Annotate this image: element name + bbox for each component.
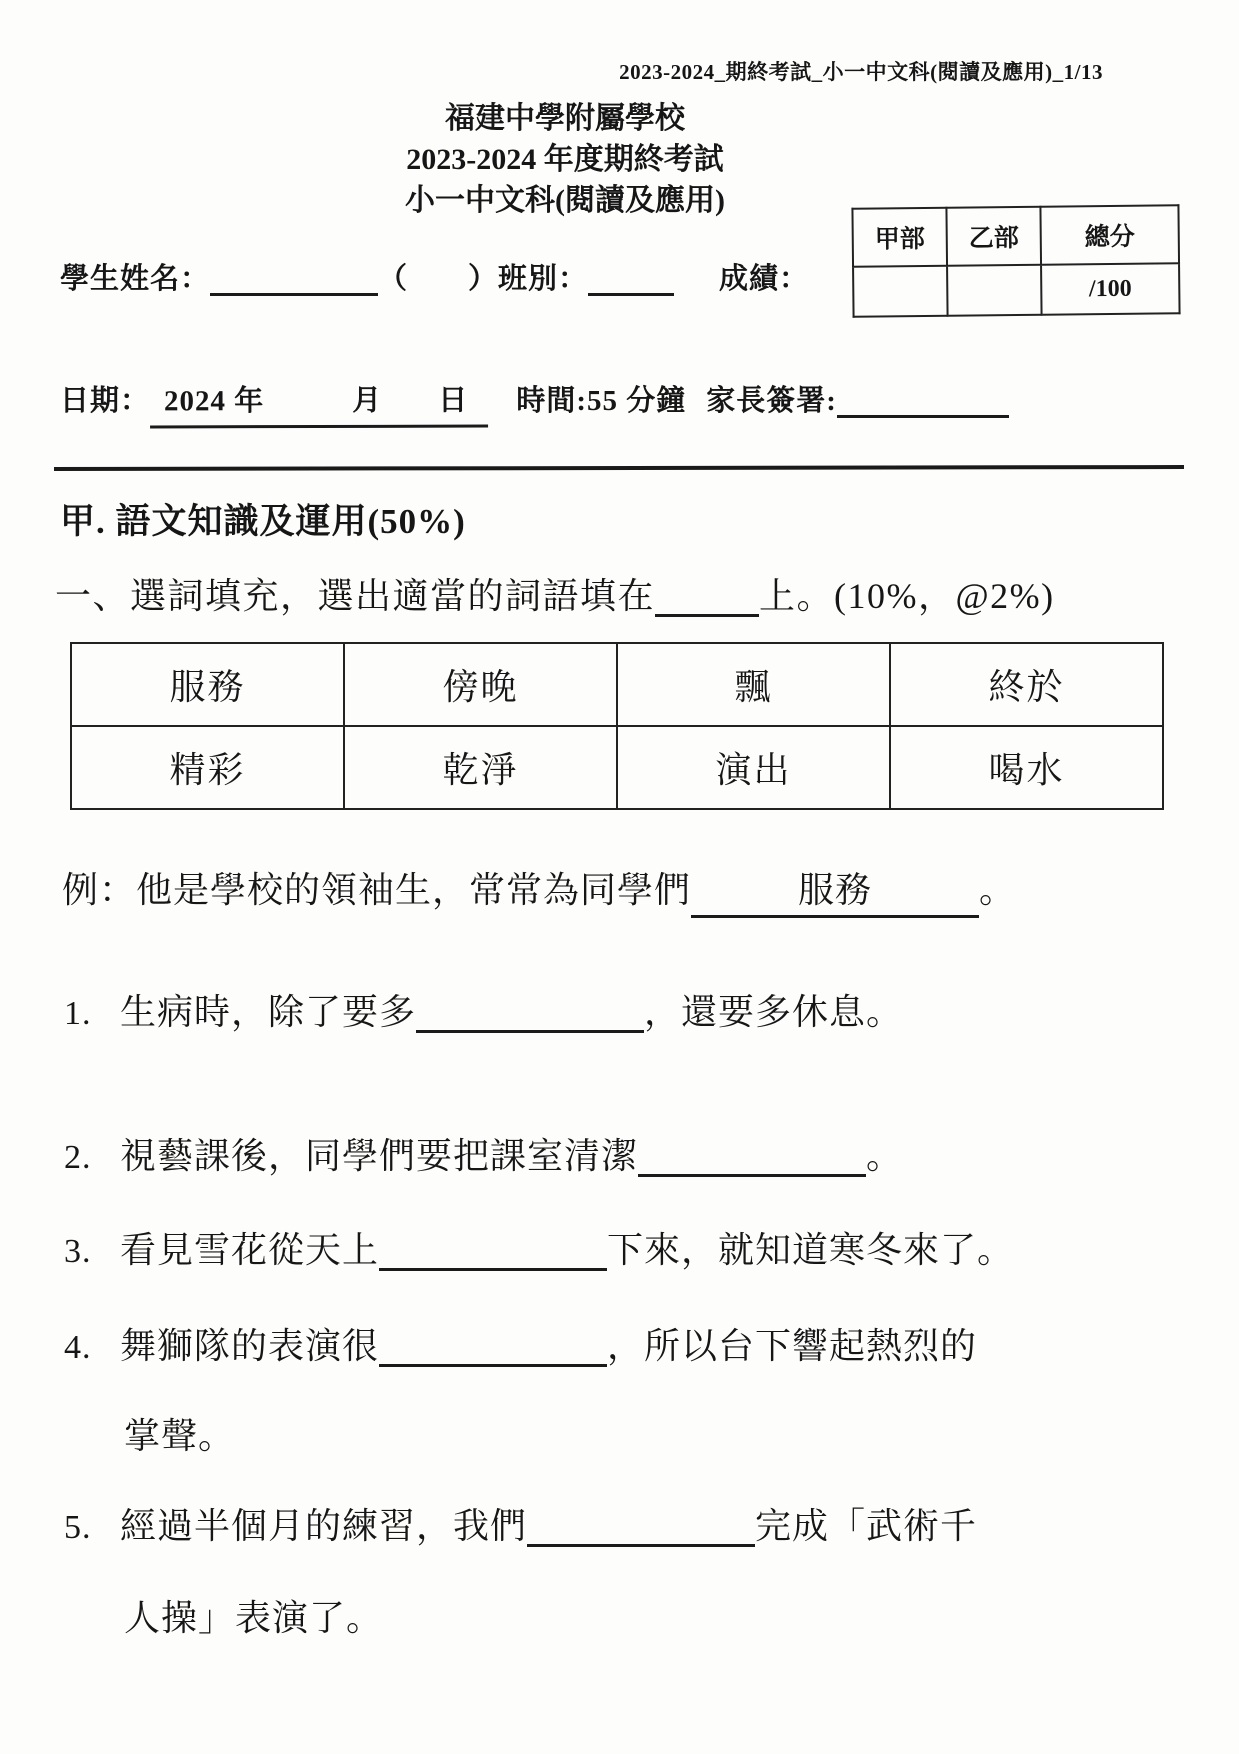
- example-answer-line: 服務: [691, 862, 979, 918]
- example-sentence: [62, 862, 1016, 918]
- question-5-pre: 經過半個月的練習，我們: [120, 1506, 528, 1546]
- question-4-number: 4.: [64, 1329, 92, 1366]
- question-3-blank: [379, 1230, 607, 1271]
- question-2-post: 。: [866, 1136, 904, 1176]
- word-bank-cell: 喝水: [890, 726, 1163, 809]
- question-3-number: 3.: [64, 1233, 92, 1270]
- word-bank-cell: 服務: [71, 643, 344, 726]
- section-a-heading: 甲. 語文知識及運用(50%): [60, 502, 466, 541]
- score-cell-total: /100: [1041, 263, 1180, 314]
- score-header-part-b: 乙部: [946, 207, 1041, 266]
- score-table: [851, 204, 1180, 317]
- word-bank-row: [71, 643, 1163, 726]
- date-year: 2024 年: [163, 385, 265, 418]
- time-label: 時間:55 分鐘: [516, 385, 687, 417]
- example-suffix: 。: [979, 870, 1017, 910]
- word-bank-cell: 傍晚: [344, 643, 617, 726]
- day-label: 日: [438, 384, 469, 417]
- question-3-pre: 看見雪花從天上: [120, 1230, 380, 1270]
- question-4-post: ，所以台下響起熱烈的: [607, 1326, 978, 1366]
- question-4-continuation: 掌聲。: [124, 1416, 236, 1456]
- word-bank-row: [71, 726, 1163, 809]
- score-cell-part-a: [853, 266, 948, 317]
- month-label: 月: [352, 384, 383, 417]
- question-2-pre: 視藝課後，同學們要把課室清潔: [120, 1136, 639, 1176]
- document-reference-header: 2023-2024_期終考試_小一中文科(閱讀及應用)_1/13: [619, 60, 1103, 84]
- score-header-part-a: 甲部: [852, 208, 947, 267]
- class-blank: [588, 263, 674, 296]
- score-header-total: 總分: [1040, 205, 1179, 264]
- score-label: 成績：: [719, 263, 810, 295]
- title-block: [0, 98, 1130, 221]
- question-1-blank: [416, 992, 644, 1033]
- section-divider-rule: [54, 465, 1184, 471]
- student-name-label: 學生姓名：: [60, 263, 211, 295]
- task1-instruction-post: 上。(10%，@2%): [759, 576, 1055, 616]
- question-5-number: 5.: [64, 1509, 92, 1546]
- question-5: [64, 1498, 977, 1549]
- parent-signature-label: 家長簽署:: [706, 385, 837, 417]
- question-1: [64, 984, 903, 1035]
- question-4: [64, 1318, 977, 1369]
- subject-title: 小一中文科(閱讀及應用): [405, 184, 725, 217]
- word-bank-cell: 精彩: [71, 726, 344, 809]
- date-label: 日期：: [60, 385, 151, 417]
- word-bank-table: [70, 642, 1164, 810]
- class-label: 班別：: [498, 263, 589, 295]
- date-row: [60, 378, 1009, 428]
- question-2-blank: [638, 1136, 866, 1177]
- word-bank-cell: 演出: [617, 726, 890, 809]
- question-1-pre: 生病時，除了要多: [120, 992, 417, 1032]
- question-1-number: 1.: [64, 995, 92, 1032]
- word-bank-cell: 乾淨: [344, 726, 617, 809]
- question-5-continuation: 人操」表演了。: [124, 1598, 384, 1638]
- question-2-number: 2.: [64, 1139, 92, 1176]
- question-4-blank: [379, 1326, 607, 1367]
- task1-instruction-pre: 一、選詞填充，選出適當的詞語填在: [55, 576, 656, 616]
- school-name: 福建中學附屬學校: [445, 102, 685, 135]
- example-prefix: 例：他是學校的領袖生，常常為同學們: [62, 870, 692, 910]
- task1-instruction-blank: [655, 576, 759, 617]
- task1-instruction: [55, 568, 1055, 619]
- question-5-post: 完成「武術千: [755, 1506, 978, 1546]
- question-3: [64, 1222, 1014, 1273]
- exam-title: 2023-2024 年度期終考試: [406, 143, 724, 176]
- word-bank-cell: 終於: [890, 643, 1163, 726]
- student-info-row: [60, 256, 809, 297]
- score-table-header-row: [852, 205, 1179, 266]
- student-name-blank: [210, 263, 378, 296]
- parent-signature-blank: [837, 385, 1009, 418]
- question-2: [64, 1128, 903, 1179]
- class-number-brackets: （ ）: [378, 263, 499, 295]
- word-bank-cell: 飄: [617, 643, 890, 726]
- score-cell-part-b: [947, 265, 1042, 316]
- question-3-post: 下來，就知道寒冬來了。: [607, 1230, 1015, 1270]
- score-table-value-row: [853, 263, 1180, 316]
- question-4-pre: 舞獅隊的表演很: [120, 1326, 380, 1366]
- date-fill-line: [150, 378, 488, 429]
- question-5-blank: [527, 1506, 755, 1547]
- question-1-post: ，還要多休息。: [644, 992, 904, 1032]
